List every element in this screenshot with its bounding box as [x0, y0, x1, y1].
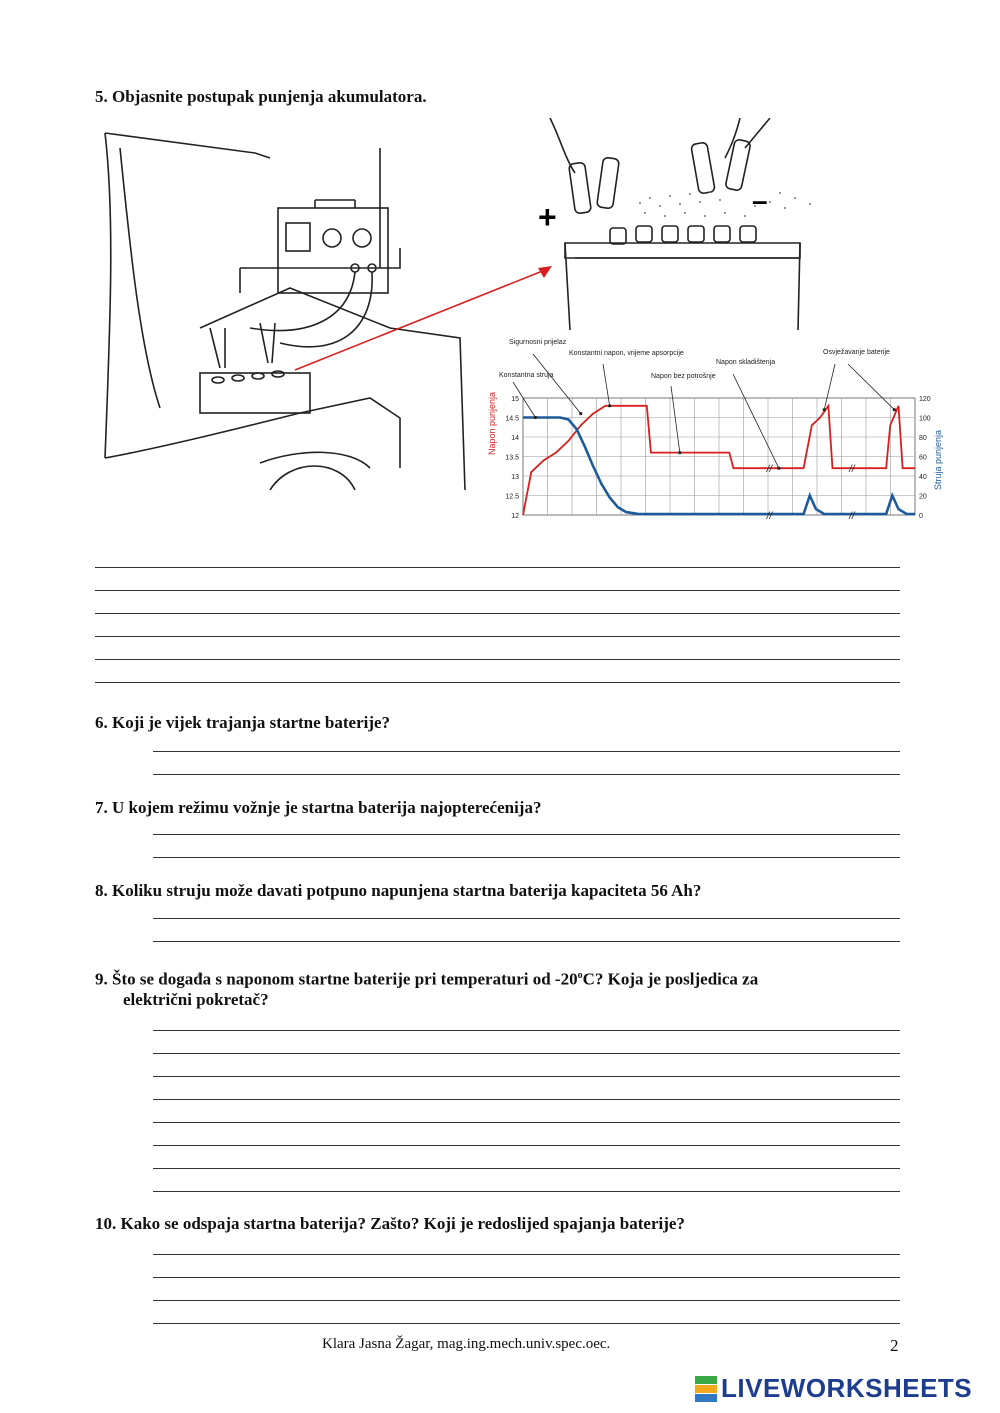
question-6: 6. Koji je vijek trajanja startne baterije? [95, 713, 391, 732]
answer-line-q10[interactable] [153, 1323, 900, 1324]
chart-tick-left: 14 [511, 435, 519, 442]
answer-line-q9[interactable] [153, 1053, 900, 1054]
answer-line-q10[interactable] [153, 1277, 900, 1278]
annotation-storage: Napon skladištenja [716, 359, 776, 366]
pointer-safety-dot [580, 412, 582, 414]
annotation-no-load: Napon bez potrošnje [651, 373, 716, 380]
answer-line-q7[interactable] [153, 857, 900, 858]
chart-tick-right: 60 [919, 454, 927, 462]
chart-tick-left: 12 [511, 513, 519, 520]
answer-line-q5[interactable] [95, 636, 900, 637]
answer-line-q5[interactable] [95, 590, 900, 591]
question-9 [95, 965, 758, 991]
chart-tick-left: 13.5 [505, 454, 519, 462]
chart-tick-right: 20 [919, 493, 927, 501]
footer-author: Klara Jasna Žagar, mag.ing.mech.univ.spec.oec. [322, 1336, 611, 1352]
chart-break-mark: // [849, 464, 855, 476]
question-9-line2: električni pokretač? [123, 990, 269, 1009]
answer-line-q9[interactable] [153, 1030, 900, 1031]
logo-text: LIVEWORKSHEETS [721, 1373, 973, 1403]
annotation-constant-voltage: Konstantni napon, vrijeme apsorpcije [569, 350, 684, 357]
page-number: 2 [890, 1336, 899, 1355]
pointer-refresh-1-dot [823, 409, 825, 411]
answer-line-q5[interactable] [95, 613, 900, 614]
answer-line-q8[interactable] [153, 918, 900, 919]
chart-tick-right: 120 [919, 396, 931, 403]
answer-line-q8[interactable] [153, 941, 900, 942]
logo-mark-icon [695, 1376, 717, 1402]
answer-line-q9[interactable] [153, 1145, 900, 1146]
pointer-no-load-dot [679, 451, 681, 453]
chart-tick-right: 40 [919, 474, 927, 481]
question-7: 7. U kojem režimu vožnje je startna baterija najopterećenija? [95, 798, 542, 817]
chart-break-mark: // [766, 464, 773, 476]
answer-line-q5[interactable] [95, 567, 900, 568]
answer-line-q5[interactable] [95, 659, 900, 660]
chart-ylabel-right: Struja punjenja [933, 429, 943, 490]
answer-line-q9[interactable] [153, 1076, 900, 1077]
answer-line-q6[interactable] [153, 774, 900, 775]
pointer-storage-dot [778, 467, 780, 469]
answer-line-q6[interactable] [153, 751, 900, 752]
chart-tick-left: 12.5 [505, 493, 519, 501]
pointer-refresh-2-dot [893, 409, 895, 411]
pointer-constant-voltage-dot [608, 405, 610, 407]
pointer-constant-current-dot [534, 416, 536, 418]
chart-tick-right: 100 [919, 415, 931, 423]
chart-tick-left: 14.5 [505, 415, 519, 423]
liveworksheets-logo [695, 1373, 972, 1404]
chart-break-mark: // [849, 511, 855, 522]
annotation-safety: Sigurnosni prijelaz [509, 339, 567, 346]
battery-clamps-illustration [530, 118, 830, 330]
plus-terminal-label: + [538, 199, 557, 235]
answer-line-q9[interactable] [153, 1168, 900, 1169]
minus-terminal-label: – [752, 185, 768, 216]
question-5: 5. Objasnite postupak punjenja akumulatora. [95, 87, 427, 106]
answer-line-q7[interactable] [153, 834, 900, 835]
chart-tick-right: 0 [919, 513, 923, 520]
answer-line-q9[interactable] [153, 1191, 900, 1192]
annotation-constant-current: Konstantna struja [499, 372, 554, 379]
question-10: 10. Kako se odspaja startna baterija? Zašto? Koji je redoslijed spajanja baterije? [95, 1214, 685, 1233]
degree-sup: o [577, 970, 583, 981]
answer-line-q9[interactable] [153, 1099, 900, 1100]
chart-tick-left: 15 [511, 396, 519, 403]
chart-tick-left: 13 [511, 474, 519, 481]
question-8: 8. Koliku struju može davati potpuno napunjena startna baterija kapaciteta 56 Ah? [95, 881, 702, 900]
answer-line-q10[interactable] [153, 1300, 900, 1301]
answer-line-q5[interactable] [95, 682, 900, 683]
chart-break-mark: // [766, 511, 773, 522]
question-9-suffix: C? Koja je posljedica za [582, 969, 759, 989]
charging-chart [483, 330, 953, 525]
chart-ylabel-left: Napon punjenja [487, 391, 497, 455]
answer-line-q10[interactable] [153, 1254, 900, 1255]
answer-line-q9[interactable] [153, 1122, 900, 1123]
chart-tick-right: 80 [919, 435, 927, 442]
annotation-refresh: Osvježavanje baterije [823, 349, 890, 356]
question-9-text: 9. Što se događa s naponom startne baterije pri temperaturi od -20 [95, 969, 578, 989]
